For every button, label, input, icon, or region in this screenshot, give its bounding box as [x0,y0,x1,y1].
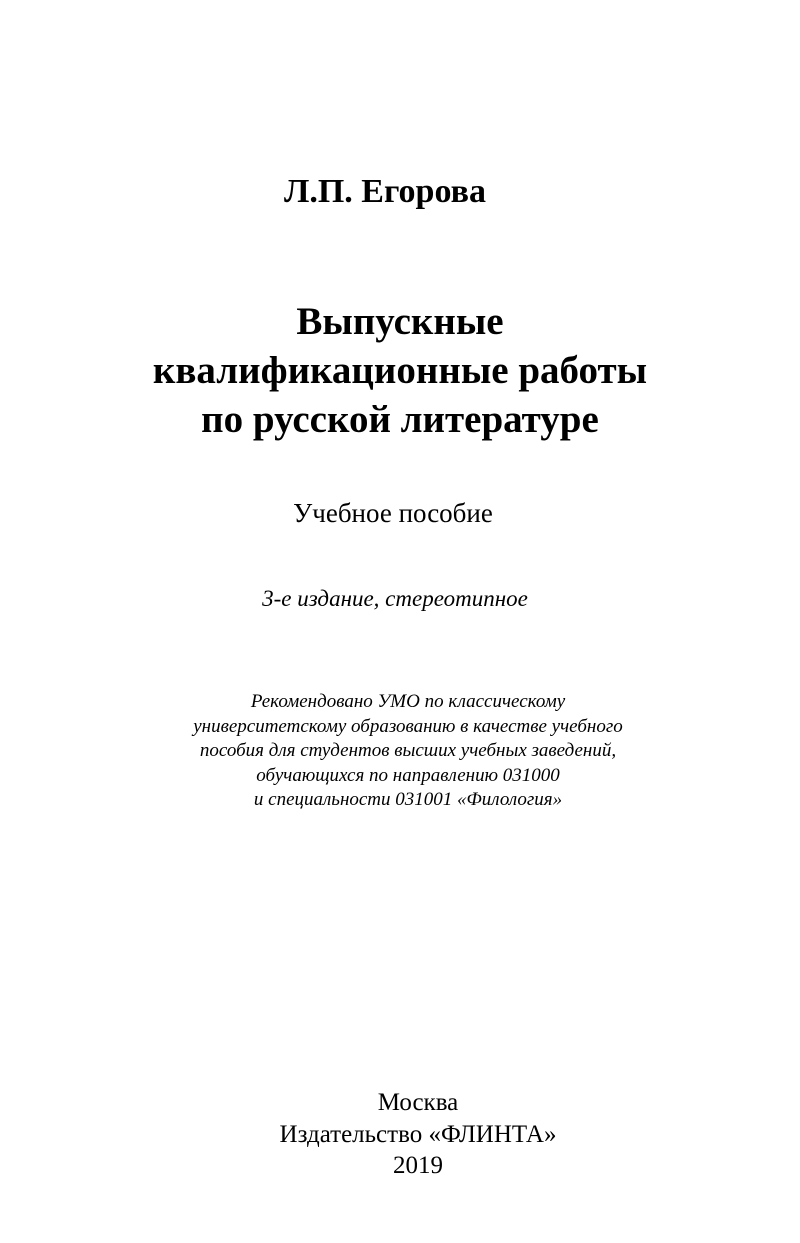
recommendation-note [0,690,800,813]
book-title-line: по русской литературе [201,398,599,441]
imprint-year: 2019 [393,1152,443,1179]
recommendation-line: и специальности 031001 «Филология» [253,789,563,810]
author-name: Л.П. Егорова [284,173,486,210]
imprint-publisher: Издательство «ФЛИНТА» [279,1120,557,1148]
imprint [0,1087,800,1182]
book-title-line: Выпускные [296,300,504,343]
book-title-line: квалификационные работы [152,349,648,392]
recommendation-line: Рекомендовано УМО по классическому [250,691,566,712]
edition-note: 3-е издание, стереотипное [262,586,528,611]
recommendation-line: пособия для студентов высших учебных заведений, [199,740,617,761]
recommendation-line: университетскому образованию в качестве учебного [193,715,623,737]
recommendation-line: обучающихся по направлению 031000 [256,764,560,786]
book-title [0,297,800,444]
imprint-city: Москва [377,1089,459,1116]
book-subtitle: Учебное пособие [293,498,493,528]
